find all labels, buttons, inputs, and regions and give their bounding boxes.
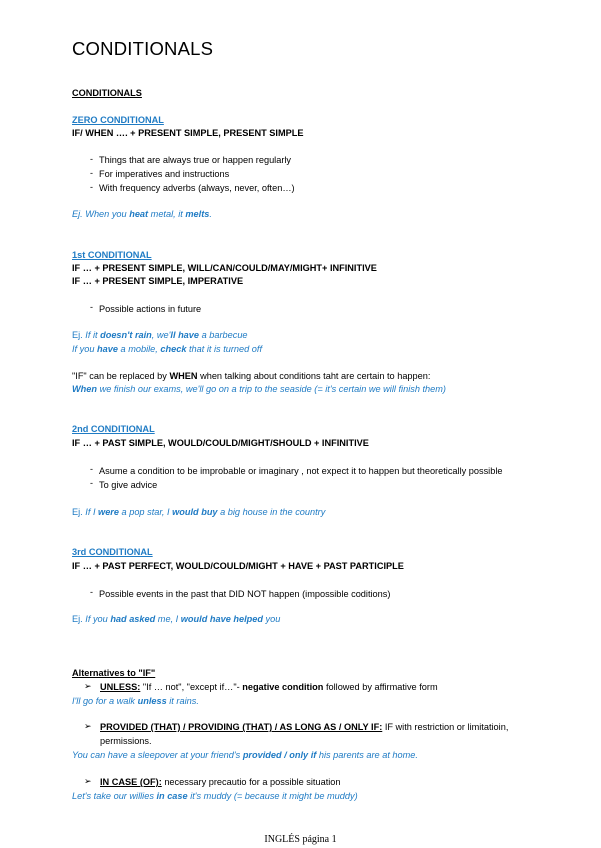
bullet-dash-icon: - xyxy=(90,154,93,164)
third-conditional-heading: 3rd CONDITIONAL xyxy=(72,547,153,557)
example-emphasis: provided / only if xyxy=(242,750,317,760)
list-item: Possible actions in future xyxy=(99,304,202,314)
example-text: If it xyxy=(85,330,101,340)
example-emphasis: were xyxy=(98,507,119,517)
arrow-bullet-icon: ➢ xyxy=(84,721,92,731)
example-text: , we' xyxy=(151,330,171,340)
second-conditional-heading: 2nd CONDITIONAL xyxy=(72,424,155,434)
example-text: metal, it xyxy=(148,209,186,219)
incase-item xyxy=(100,776,341,788)
page-footer: INGLÉS página 1 xyxy=(264,834,337,845)
example-prefix: Ej. xyxy=(72,507,86,517)
example-emphasis: would have helped xyxy=(180,614,263,624)
second-conditional-example xyxy=(72,506,325,518)
first-conditional-note-example xyxy=(72,383,446,395)
bullet-dash-icon: - xyxy=(90,587,93,597)
zero-conditional-example xyxy=(72,208,212,220)
bullet-dash-icon: - xyxy=(90,302,93,312)
list-item: Possible events in the past that DID NOT happen (impossible coditions) xyxy=(99,589,391,599)
zero-conditional-formula: IF/ WHEN …. + PRESENT SIMPLE, PRESENT SIMPLE xyxy=(72,128,304,138)
example-text: If you xyxy=(72,344,98,354)
incase-example xyxy=(72,790,358,802)
example-text: his parents are at home. xyxy=(316,750,418,760)
third-conditional-formula: IF … + PAST PERFECT, WOULD/COULD/MIGHT + HAVE + PAST PARTICIPLE xyxy=(72,561,404,571)
provided-label: PROVIDED (THAT) / PROVIDING (THAT) / AS LONG AS / ONLY IF: xyxy=(100,722,383,732)
example-emphasis: doesn't rain xyxy=(100,330,152,340)
note-text: "IF" can be replaced by xyxy=(72,371,170,381)
example-text: a barbecue xyxy=(199,330,248,340)
example-prefix: Ej. xyxy=(72,614,86,624)
unless-example xyxy=(72,695,199,707)
zero-conditional-heading: ZERO CONDITIONAL xyxy=(72,115,164,125)
note-emphasis: WHEN xyxy=(169,371,198,381)
example-text: that it is turned off xyxy=(186,344,263,354)
first-conditional-note xyxy=(72,370,430,382)
bullet-dash-icon: - xyxy=(90,464,93,474)
example-emphasis: unless xyxy=(137,696,167,706)
example-text: a pop star, I xyxy=(119,507,173,517)
unless-item xyxy=(100,681,438,693)
bullet-dash-icon: - xyxy=(90,182,93,192)
first-conditional-example xyxy=(72,329,248,341)
third-conditional-example xyxy=(72,613,280,625)
example-text: you xyxy=(262,614,281,624)
example-emphasis: check xyxy=(160,344,187,354)
first-conditional-heading: 1st CONDITIONAL xyxy=(72,250,152,260)
note-text: when talking about conditions taht are certain to happen: xyxy=(197,371,431,381)
list-item: Asume a condition to be improbable or imaginary , not expect it to happen but theoretically possible xyxy=(99,466,503,476)
example-emphasis: had asked xyxy=(110,614,156,624)
page-title: CONDITIONALS xyxy=(72,38,214,59)
unless-text: followed by affirmative form xyxy=(323,682,438,692)
list-item: With frequency adverbs (always, never, often…) xyxy=(99,183,295,193)
first-conditional-formula: IF … + PRESENT SIMPLE, WILL/CAN/COULD/MAY/MIGHT+ INFINITIVE xyxy=(72,263,377,273)
unless-emphasis: negative condition xyxy=(242,682,324,692)
incase-text: necessary precautio for a possible situation xyxy=(161,777,341,787)
section-heading: CONDITIONALS xyxy=(72,88,142,98)
example-text: me, I xyxy=(155,614,181,624)
example-text: a big house in the country xyxy=(217,507,326,517)
example-text: If you xyxy=(85,614,111,624)
example-prefix: Ej. xyxy=(72,330,86,340)
arrow-bullet-icon: ➢ xyxy=(84,681,92,691)
provided-text-continued: permissions. xyxy=(100,736,152,746)
example-text: it rains. xyxy=(166,696,199,706)
example-text: I'll go for a walk xyxy=(72,696,138,706)
list-item: For imperatives and instructions xyxy=(99,169,230,179)
example-emphasis: would buy xyxy=(172,507,218,517)
example-emphasis: When xyxy=(72,384,98,394)
example-text: it's muddy (= because it might be muddy) xyxy=(187,791,358,801)
example-text: Let's take our willies xyxy=(72,791,157,801)
arrow-bullet-icon: ➢ xyxy=(84,776,92,786)
bullet-dash-icon: - xyxy=(90,478,93,488)
first-conditional-example xyxy=(72,343,262,355)
unless-text: "If … not", "except if…"- xyxy=(140,682,243,692)
provided-text: IF with restriction or limitatioin, xyxy=(382,722,509,732)
example-emphasis: in case xyxy=(156,791,188,801)
example-emphasis: melts xyxy=(185,209,210,219)
list-item: To give advice xyxy=(99,480,158,490)
example-text: If I xyxy=(85,507,99,517)
incase-label: IN CASE (OF): xyxy=(100,777,162,787)
alternatives-heading: Alternatives to "IF" xyxy=(72,668,156,678)
example-emphasis: heat xyxy=(129,209,149,219)
example-text: . xyxy=(209,209,212,219)
second-conditional-formula: IF … + PAST SIMPLE, WOULD/COULD/MIGHT/SHOULD + INFINITIVE xyxy=(72,438,369,448)
example-text: we finish our exams, we'll go on a trip to the seaside (= it's certain we will finish them) xyxy=(97,384,446,394)
provided-item xyxy=(100,721,508,733)
provided-example xyxy=(72,749,418,761)
unless-label: UNLESS: xyxy=(100,682,141,692)
first-conditional-formula: IF … + PRESENT SIMPLE, IMPERATIVE xyxy=(72,276,244,286)
example-emphasis: ll have xyxy=(170,330,200,340)
example-text: a mobile, xyxy=(117,344,161,354)
example-text: Ej. When you xyxy=(72,209,130,219)
example-emphasis: have xyxy=(97,344,118,354)
example-text: You can have a sleepover at your friend's xyxy=(72,750,243,760)
bullet-dash-icon: - xyxy=(90,168,93,178)
list-item: Things that are always true or happen regularly xyxy=(99,155,292,165)
